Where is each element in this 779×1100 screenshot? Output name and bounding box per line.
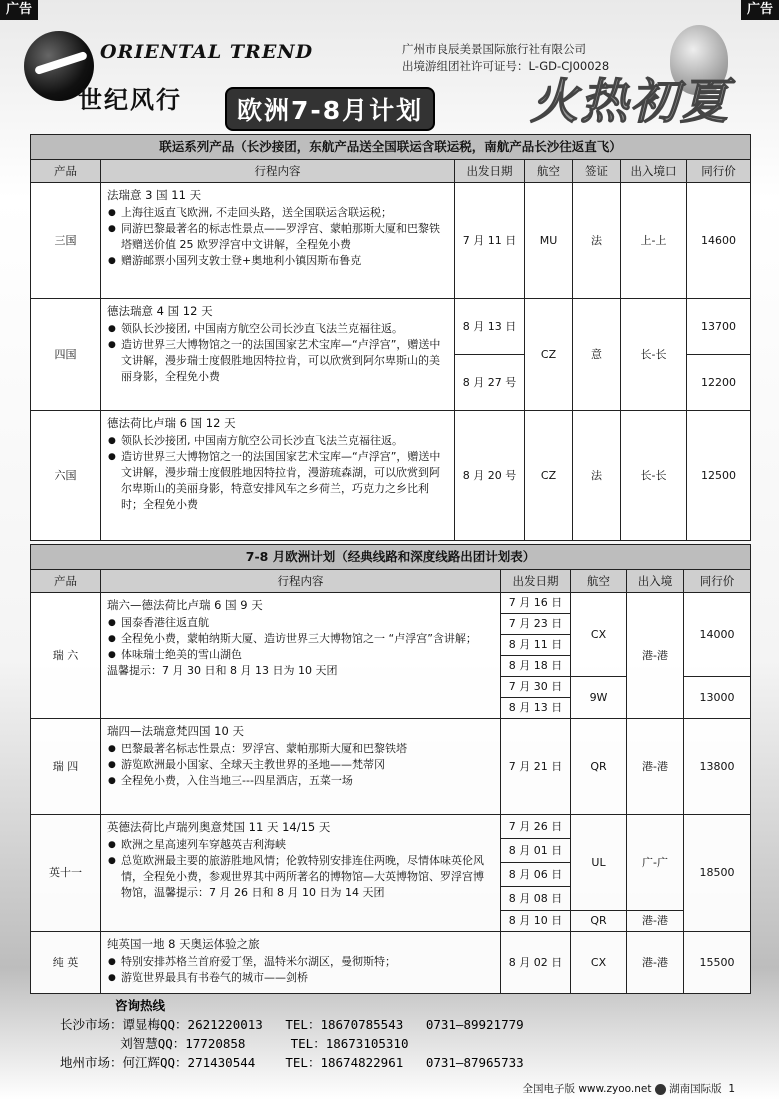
- product-name: 纯 英: [31, 932, 101, 994]
- price: 13000: [684, 677, 751, 719]
- itinerary-item: ● 造访世界三大博物馆之一的法国国家艺术宝库—“卢浮宫”，赠送中文讲解，漫步瑞士度假胜地因特拉肯，可以欣赏到阿尔卑斯山的美丽身影，全程免小费: [121, 337, 448, 385]
- itinerary-item: ● 巴黎最著名标志性景点：罗浮宫、蒙帕那斯大厦和巴黎铁塔: [121, 741, 494, 757]
- contact-row: 刘智慧QQ：17720858 TEL：18673105310: [60, 1036, 409, 1051]
- footer: [523, 1081, 736, 1096]
- itinerary-item: ● 欧洲之星高速列车穿越英吉利海峡: [121, 837, 494, 853]
- itinerary-item: ● 全程免小费，入住当地三---四星酒店，五菜一场: [121, 773, 494, 789]
- section2-table: [30, 544, 751, 994]
- visa: 法: [573, 183, 621, 299]
- table-row: [31, 815, 751, 839]
- col-header: 出发日期: [501, 570, 571, 593]
- itinerary-item: ● 总览欧洲最主要的旅游胜地风情；伦敦特别安排连住两晚，尽情体味英伦风情，全程免小费，参观世界其中两所著名的博物馆—大英博物馆、罗浮宫博物馆，温馨提示：7 月 26 日和 8 月 10 日为 14 天团: [121, 853, 494, 901]
- table-row: [31, 183, 751, 299]
- airline: UL: [571, 815, 627, 911]
- departure-date: 8 月 13 日: [501, 698, 571, 719]
- product-name: 瑞 四: [31, 719, 101, 815]
- departure-date: 8 月 02 日: [501, 932, 571, 994]
- itinerary: [101, 815, 501, 932]
- departure-date: 8 月 20 号: [455, 411, 525, 541]
- itinerary: [101, 932, 501, 994]
- col-header: 产品: [31, 570, 101, 593]
- itinerary-item: ● 游览世界最具有书卷气的城市——剑桥: [121, 970, 494, 986]
- departure-date: 8 月 06 日: [501, 863, 571, 887]
- license-number: 出境游组团社许可证号：L-GD-CJ00028: [402, 59, 610, 73]
- departure-date: 8 月 18 日: [501, 656, 571, 677]
- table-row: [31, 719, 751, 815]
- departure-date: 7 月 16 日: [501, 593, 571, 614]
- port: 长-长: [621, 299, 687, 411]
- hotline-title: 咨询热线: [115, 998, 166, 1013]
- contact-block: [60, 996, 760, 1072]
- itinerary: [101, 183, 455, 299]
- itinerary-item: ● 上海往返直飞欧洲, 不走回头路，送全国联运含联运税；: [121, 205, 448, 221]
- airline: CX: [571, 932, 627, 994]
- table-row: [31, 299, 751, 355]
- visa: 意: [573, 299, 621, 411]
- port: 港-港: [627, 719, 684, 815]
- departure-date: 8 月 10 日: [501, 911, 571, 932]
- price: 13800: [684, 719, 751, 815]
- brand-english: ORIENTAL TREND: [100, 41, 314, 63]
- col-header: 行程内容: [101, 160, 455, 183]
- product-name: 六国: [31, 411, 101, 541]
- product-name: 三国: [31, 183, 101, 299]
- departure-date: 7 月 23 日: [501, 614, 571, 635]
- itinerary-title: 纯英国一地 8 天奥运体验之旅: [107, 937, 260, 951]
- page-number: 1: [728, 1083, 735, 1095]
- port: 港-港: [627, 593, 684, 719]
- airline: CZ: [525, 411, 573, 541]
- itinerary-item: ● 特别安排苏格兰首府爱丁堡，温特米尔湖区，曼彻斯特；: [121, 954, 494, 970]
- visa: 法: [573, 411, 621, 541]
- airline: CX: [571, 593, 627, 677]
- departure-date: 8 月 11 日: [501, 635, 571, 656]
- product-name: 四国: [31, 299, 101, 411]
- brand-chinese: 世纪风行: [78, 86, 182, 114]
- col-header: 航空: [571, 570, 627, 593]
- tip-text: 温馨提示：7 月 30 日和 8 月 13 日为 10 天团: [107, 664, 338, 677]
- port: 港-港: [627, 932, 684, 994]
- col-header: 同行价: [687, 160, 751, 183]
- section1-banner: 联运系列产品（长沙接团，东航产品送全国联运含联运税，南航产品长沙往返直飞）: [31, 135, 751, 160]
- itinerary-title: 德法荷比卢瑞 6 国 12 天: [107, 416, 236, 430]
- port: 广-广: [627, 815, 684, 911]
- departure-date: 8 月 01 日: [501, 839, 571, 863]
- col-header: 出入境: [627, 570, 684, 593]
- product-name: 英十一: [31, 815, 101, 932]
- departure-date: 8 月 27 号: [455, 355, 525, 411]
- col-header: 产品: [31, 160, 101, 183]
- itinerary: [101, 719, 501, 815]
- itinerary-item: ● 造访世界三大博物馆之一的法国国家艺术宝库—“卢浮宫”，赠送中文讲解，漫步瑞士度假胜地因特拉肯，漫游琉森湖，可以欣赏到阿尔卑斯山的美丽身影，特意安排风车之乡荷兰，巧克力之乡比利时；全程免小费: [121, 449, 448, 513]
- price: 18500: [684, 815, 751, 932]
- section1-header-row: [31, 160, 751, 183]
- contact-row: 长沙市场：谭显梅QQ：2621220013 TEL：18670785543 0731—89921779: [60, 1017, 524, 1032]
- footer-website: 全国电子版 www.zyoo.net: [522, 1083, 652, 1095]
- itinerary-title: 瑞六—德法荷比卢瑞 6 国 9 天: [107, 598, 263, 612]
- col-header: 航空: [525, 160, 573, 183]
- airline: MU: [525, 183, 573, 299]
- col-header: 同行价: [684, 570, 751, 593]
- price: 13700: [687, 299, 751, 355]
- itinerary-item: ● 同游巴黎最著名的标志性景点——罗浮宫、蒙帕那斯大厦和巴黎铁塔赠送价值 25 欧罗浮宫中文讲解，全程免小费: [121, 221, 448, 253]
- itinerary-item: ● 体味瑞士绝美的雪山湖色: [121, 647, 494, 663]
- port: 长-长: [621, 411, 687, 541]
- itinerary-title: 英德法荷比卢瑞列奥意梵国 11 天 14/15 天: [107, 820, 331, 834]
- itinerary-title: 德法瑞意 4 国 12 天: [107, 304, 213, 318]
- product-name: 瑞 六: [31, 593, 101, 719]
- price: 14600: [687, 183, 751, 299]
- header: [20, 25, 760, 130]
- section1-table: [30, 134, 751, 541]
- departure-date: 7 月 26 日: [501, 815, 571, 839]
- airline: QR: [571, 719, 627, 815]
- table-row: [31, 411, 751, 541]
- col-header: 行程内容: [101, 570, 501, 593]
- price: 15500: [684, 932, 751, 994]
- itinerary-item: ● 国泰香港往返直航: [121, 615, 494, 631]
- airline: QR: [571, 911, 627, 932]
- itinerary: [101, 593, 501, 719]
- col-header: 出发日期: [455, 160, 525, 183]
- itinerary-title: 瑞四—法瑞意梵四国 10 天: [107, 724, 244, 738]
- table-row: [31, 932, 751, 994]
- departure-date: 8 月 13 日: [455, 299, 525, 355]
- departure-date: 8 月 08 日: [501, 887, 571, 911]
- section2-banner: 7-8 月欧洲计划（经典线路和深度线路出团计划表）: [31, 545, 751, 570]
- itinerary-item: ● 领队长沙接团, 中国南方航空公司长沙直飞法兰克福往返。: [121, 321, 448, 337]
- section2-header-row: [31, 570, 751, 593]
- contact-row: 地州市场：何江辉QQ：271430544 TEL：18674822961 0731—87965733: [60, 1055, 524, 1070]
- departure-date: 7 月 21 日: [501, 719, 571, 815]
- itinerary-item: ● 领队长沙接团, 中国南方航空公司长沙直飞法兰克福往返。: [121, 433, 448, 449]
- airline: 9W: [571, 677, 627, 719]
- itinerary-item: ● 赠游邮票小国列支敦士登+奥地利小镇因斯布鲁克: [121, 253, 448, 269]
- price: 14000: [684, 593, 751, 677]
- port: 港-港: [627, 911, 684, 932]
- slogan: 火热初夏: [530, 74, 731, 130]
- plan-title: 欧洲7-8月计划: [225, 87, 435, 131]
- col-header: 签证: [573, 160, 621, 183]
- price: 12200: [687, 355, 751, 411]
- footer-edition: 湖南国际版: [669, 1083, 722, 1095]
- airline: CZ: [525, 299, 573, 411]
- col-header: 出入境口: [621, 160, 687, 183]
- table-row: [31, 593, 751, 614]
- itinerary-item: ● 全程免小费，蒙帕纳斯大厦、造访世界三大博物馆之一 “卢浮宫”含讲解；: [121, 631, 494, 647]
- departure-date: 7 月 11 日: [455, 183, 525, 299]
- price: 12500: [687, 411, 751, 541]
- itinerary: [101, 299, 455, 411]
- itinerary: [101, 411, 455, 541]
- itinerary-title: 法瑞意 3 国 11 天: [107, 188, 202, 202]
- port: 上-上: [621, 183, 687, 299]
- itinerary-item: ● 游览欧洲最小国家、全球天主教世界的圣地——梵蒂冈: [121, 757, 494, 773]
- departure-date: 7 月 30 日: [501, 677, 571, 698]
- ad-label-left: 广告: [0, 0, 38, 20]
- globe-icon: [655, 1084, 666, 1095]
- company-name: 广州市良辰美景国际旅行社有限公司: [402, 42, 586, 56]
- ad-label-right: 广告: [741, 0, 779, 20]
